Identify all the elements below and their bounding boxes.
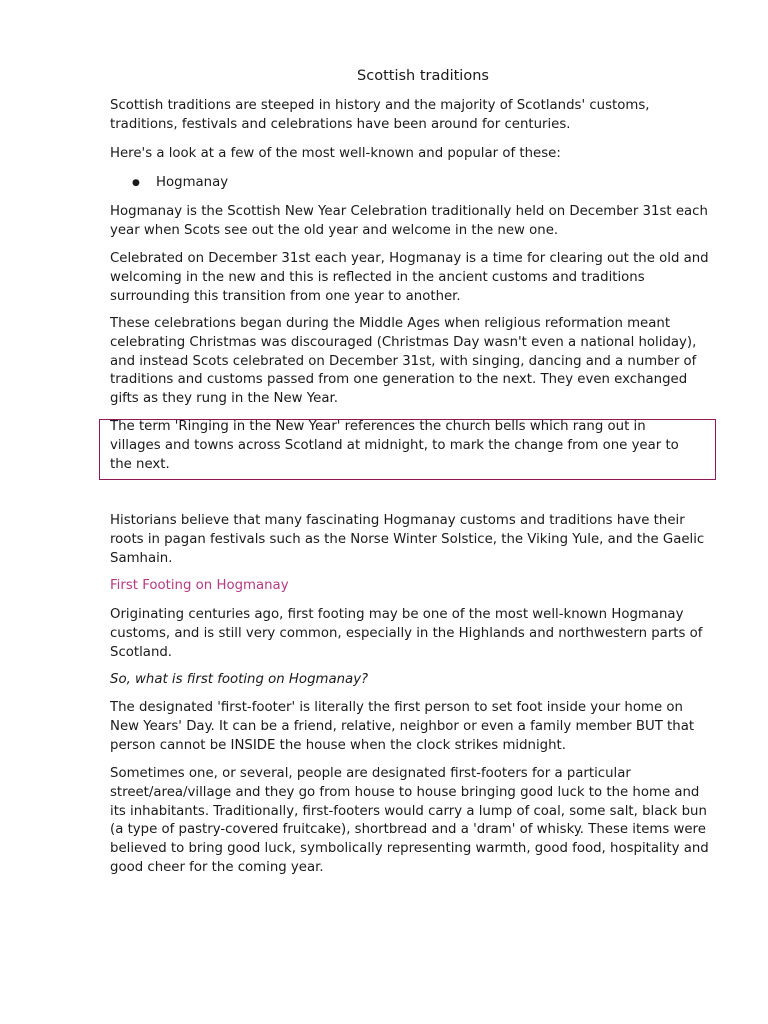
hogmanay-paragraph: Hogmanay is the Scottish New Year Celebration traditionally held on December 31st each year when Scots see out the old year and welcome in the new one.	[110, 204, 708, 238]
callout-text: The term 'Ringing in the New Year' references the church bells which rang out in villages and towns across Scotland at midnight, to mark the change from one year to the next.	[110, 419, 679, 472]
originating-paragraph: Originating centuries ago, first footing may be one of the most well-known Hogmanay customs, and is still very common, especially in the Highlands and northwestern parts of Scotland.	[110, 607, 703, 660]
intro-paragraph-2: Here's a look at a few of the most well-known and popular of these:	[110, 146, 561, 161]
bullet-item-hogmanay: Hogmanay	[156, 175, 229, 190]
sometimes-paragraph: Sometimes one, or several, people are designated first-footers for a particular street/area/village and they go from house to house bringing good luck to the home and its inhabitants. Traditionally, first-footers would carry a lump of coal, some salt, black bun (a type of pastry-covered fruitcake), shortbread and a 'dram' of whisky. These items were believed to bring good luck, symbolically representing warmth, good food, hospitality and good cheer for the coming year.	[110, 766, 709, 875]
intro-paragraph-1: Scottish traditions are steeped in history and the majority of Scotlands' customs, traditions, festivals and celebrations have been around for centuries.	[110, 98, 650, 132]
historians-paragraph: Historians believe that many fascinating Hogmanay customs and traditions have their roots in pagan festivals such as the Norse Winter Solstice, the Viking Yule, and the Gaelic Samhain.	[110, 513, 705, 566]
first-footing-heading: First Footing on Hogmanay	[110, 578, 289, 593]
middle-ages-paragraph: These celebrations began during the Middle Ages when religious reformation meant celebrating Christmas was discouraged (Christmas Day wasn't even a national holiday), and instead Scots celebrated on December 31st, with singing, dancing and a number of traditions and customs passed from one generation to the next. They even exchanged gifts as they rung in the New Year.	[110, 316, 697, 407]
celebrated-paragraph: Celebrated on December 31st each year, Hogmanay is a time for clearing out the old and welcoming in the new and this is reflected in the ancient customs and traditions surrounding this transition from one year to another.	[110, 251, 709, 304]
document-title: Scottish traditions	[357, 68, 489, 84]
bullet-dot-icon: ●	[132, 178, 140, 188]
designated-paragraph: The designated 'first-footer' is literally the first person to set foot inside your home on New Years' Day. It can be a friend, relative, neighbor or even a family member BUT that person cannot be INSIDE the house when the clock strikes midnight.	[110, 700, 695, 753]
first-footing-question: So, what is first footing on Hogmanay?	[110, 672, 369, 687]
